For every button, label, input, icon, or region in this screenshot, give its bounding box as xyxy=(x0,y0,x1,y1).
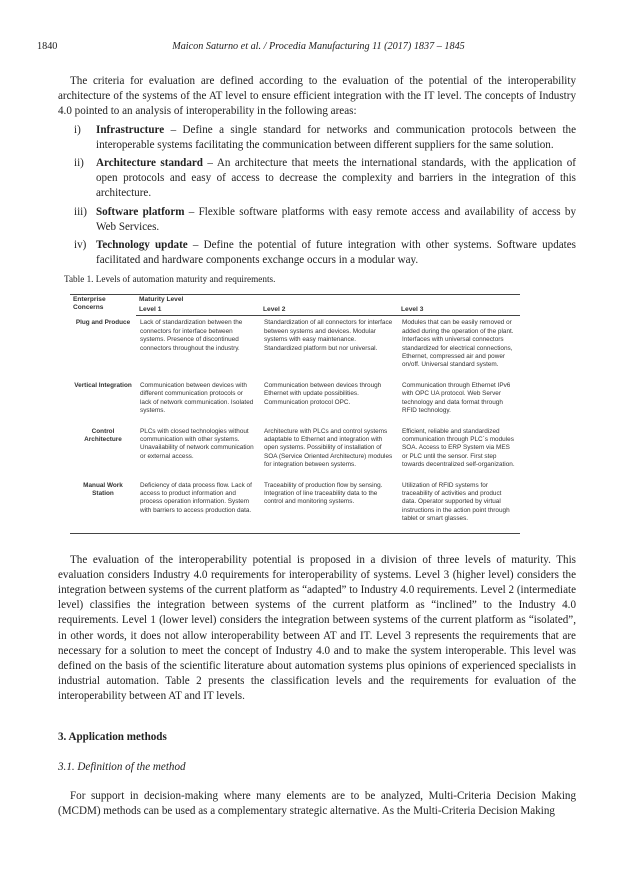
criteria-item: ii) Architecture standard – An architecture that meets the international standards, with the application of open protocols and easy of access to decrease the complexity and barriers in the integration of this architecture. xyxy=(74,157,576,200)
table-row xyxy=(70,379,520,425)
criteria-term: Technology update xyxy=(96,239,188,252)
table-cell: Deficiency of data process flow. Lack of access to product information and process operation information. System with barriers to access production data. xyxy=(136,479,260,534)
table-row xyxy=(70,425,520,479)
level-3-header: Level 3 xyxy=(398,305,520,316)
criteria-term: Architecture standard xyxy=(96,157,203,170)
criteria-item: i) Infrastructure – Define a single standard for networks and communication protocols between the interoperable systems facilitating the communication between different suppliers for the same solution. xyxy=(74,123,576,151)
table-cell: PLCs with closed technologies without communication with other systems. Unavailability of network communication or external access. xyxy=(140,427,254,460)
table-row xyxy=(70,479,520,534)
table-cell: Lack of standardization between the connectors for interface between systems. Presence of discontinued connectors throughout the industry. xyxy=(140,319,243,352)
journal-reference: Maicon Saturno et al. / Procedia Manufacturing 11 (2017) 1837 – 1845 xyxy=(172,41,465,52)
subsection-heading: 3.1. Definition of the method xyxy=(58,760,186,773)
maturity-table xyxy=(70,294,520,534)
row-header: Vertical Integration xyxy=(74,381,132,389)
page-header xyxy=(37,41,600,55)
intro-paragraph: The criteria for evaluation are defined according to the evaluation of the potential of the interoperability architecture of the systems of the AT level to ensure efficient integration with the IT level. The concepts of Industry 4.0 pointed to an analysis of interoperability in the following areas: xyxy=(58,75,576,118)
table-cell: Utilization of RFID systems for traceability of activities and product data. Operator supported by virtual instructions in the action point through tablet or smart glasses. xyxy=(398,479,520,534)
method-paragraph: For support in decision-making where many elements are to be analyzed, Multi-Criteria Decision Making (MCDM) methods can be used as a complementary strategic alternative. As the Multi-Criteria Decision Making xyxy=(58,790,576,818)
table-cell: Efficient, reliable and standardized communication through PLC´s modules SOA. Access to ERP System via MES or PLC until the sensor. First step towards decentralized self-organization. xyxy=(402,427,515,469)
row-header: Control Architecture xyxy=(84,427,122,443)
table-cell: Communication between devices through Ethernet with update possibilities. Communication protocol OPC. xyxy=(264,381,382,406)
page-number: 1840 xyxy=(37,41,58,52)
table-cell: Communication between devices with different communication protocols or lack of network communication. Isolated systems. xyxy=(140,381,254,415)
table-subheader-row xyxy=(70,305,520,316)
section-heading: 3. Application methods xyxy=(58,730,167,743)
table-cell: Standardization of all connectors for interface between systems and devices. Modular systems with easy maintenance. Standardized platform but nor universal. xyxy=(264,319,393,352)
maturity-level-header: Maturity Level xyxy=(136,294,520,305)
table-cell: Traceability of production flow by sensing. Integration of line traceability data to the control and monitoring systems. xyxy=(260,479,398,534)
row-header: Plug and Produce xyxy=(75,318,131,326)
criteria-item: iv) Technology update – Define the potential of future integration with other systems. Software updates facilitated and hardware components exchange occurs in a modular way. xyxy=(74,239,576,267)
table-cell: Communication through Ethernet IPv6 with OPC UA protocol. Web Server technology and data format through RFID technology. xyxy=(402,381,511,415)
table-header-row xyxy=(70,294,520,305)
row-header: Manual Work Station xyxy=(70,479,136,534)
level-2-header: Level 2 xyxy=(260,305,398,316)
table-cell: Architecture with PLCs and control systems adaptable to Ethernet and integration with open systems. Possibility of installation of SOA (Service Oriented Architecture) modules for integration between systems. xyxy=(264,427,393,469)
criteria-term: Infrastructure xyxy=(96,123,165,136)
evaluation-paragraph: The evaluation of the interoperability potential is proposed in a division of three levels of maturity. This evaluation considers Industry 4.0 requirements for interoperability of systems. Level 3 (higher level) considers the integration between systems of the current platform as “adapted” to Industry 4.0 requirements. Level 2 (intermediate level) classifies the integration between systems of the current platform as “inclined” to the Industry 4.0 requirements. Level 1 (lower level) considers the integration between systems of the current platform as “isolated”, in other words, it does not allow interoperability between AT and IT. Level 3 represents the requirements that are necessary for a solution to meet the concept of Industry 4.0 and to make the system interoperable. This level was defined on the basis of the scientific literature about automation systems plus opinions of experienced specialists in industrial automation. Table 2 presents the classification levels and the requirements for evaluation of the interoperability between AT and IT levels. xyxy=(58,553,576,703)
level-1-header: Level 1 xyxy=(136,305,260,316)
criteria-term: Software platform xyxy=(96,205,185,218)
table-caption: Table 1. Levels of automation maturity and requirements. xyxy=(64,274,276,285)
table-cell: Modules that can be easily removed or added during the operation of the plant. Interfaces with universal connectors standardized for electrical connections, Ethernet, compressed air and power on/off. Universal standard system. xyxy=(402,319,514,369)
criteria-item: iii) Software platform – Flexible software platforms with easy remote access and availability of access by Web Services. xyxy=(74,205,576,233)
table-row xyxy=(70,316,520,379)
page-body xyxy=(58,74,576,819)
corner-header: Enterprise Concerns xyxy=(70,294,136,316)
criteria-list xyxy=(58,123,576,269)
